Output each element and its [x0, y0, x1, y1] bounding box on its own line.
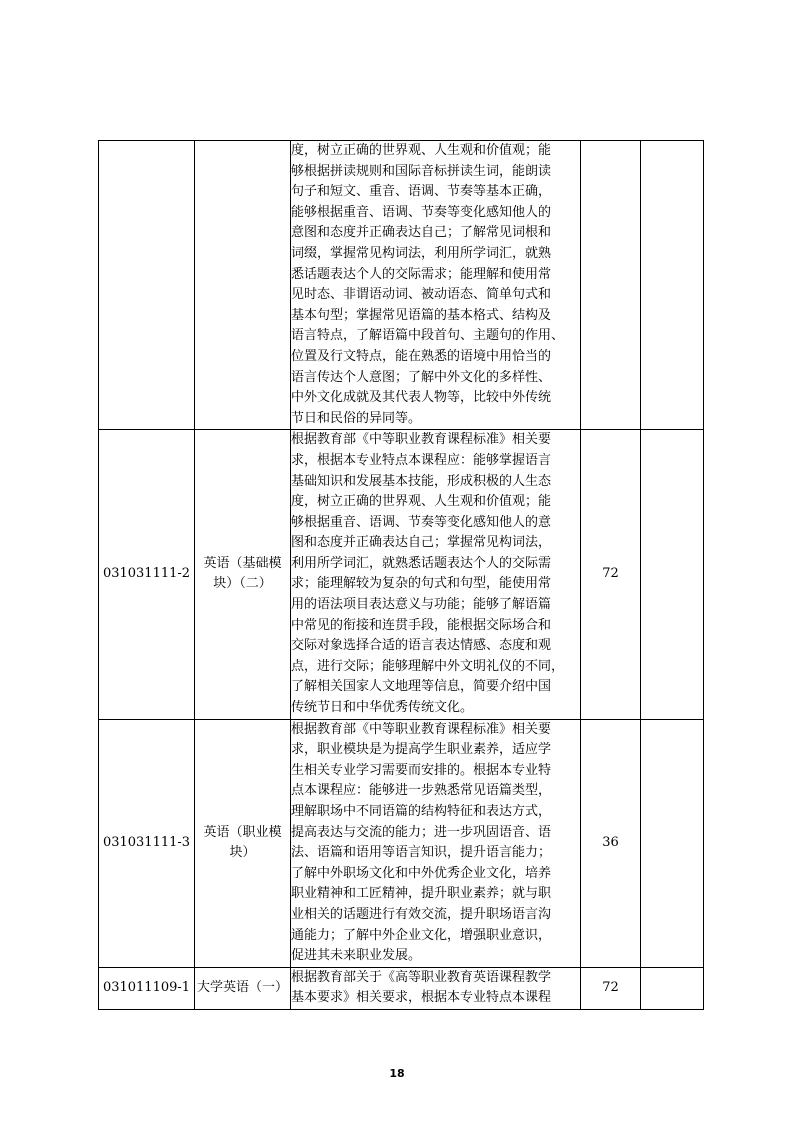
course-description-line: 传统节日和中华优秀传统文化。 — [291, 700, 474, 716]
course-name-cell — [195, 430, 291, 719]
course-hours-cell — [581, 141, 641, 430]
table-row — [99, 967, 704, 1009]
course-name-line: 块） — [229, 845, 256, 861]
course-description-line: 点本课程应：能够进一步熟悉常见语篇类型， — [291, 783, 552, 799]
course-description-line: 职业精神和工匠精神，提升职业素养；就与职 — [291, 886, 552, 902]
course-description-cell — [291, 967, 581, 1009]
table-row — [99, 141, 704, 430]
course-description-line: 求，根据本专业特点本课程应：能够掌握语言 — [291, 452, 552, 468]
course-code-cell — [99, 141, 195, 430]
course-description-line: 中外文化成就及其代表人物等，比较中外传统 — [291, 390, 552, 406]
course-description-line: 求，职业模块是为提高学生职业素养，适应学 — [291, 742, 552, 758]
course-description-line: 悉话题表达个人的交际需求；能理解和使用常 — [291, 266, 552, 282]
course-description-line: 促进其未来职业发展。 — [291, 948, 422, 964]
course-description-line: 生相关专业学习需要而安排的。根据本专业特 — [291, 762, 552, 778]
course-description-line: 中常见的衔接和连贯手段，能根据交际场合和 — [291, 617, 552, 633]
course-description-line: 基础知识和发展基本技能，形成积极的人生态 — [291, 473, 552, 489]
course-name-line: 大学英语（一） — [196, 980, 288, 996]
course-description-line: 语言特点，了解语篇中段首句、主题句的作用、 — [291, 328, 565, 344]
course-code-cell: 031031111-3 — [99, 719, 195, 967]
course-table-body — [99, 141, 704, 1010]
course-description-line: 通能力；了解中外企业文化，增强职业意识， — [291, 927, 552, 943]
course-description-line: 求；能理解较为复杂的句式和句型，能使用常 — [291, 576, 552, 592]
course-hours-cell: 36 — [581, 719, 641, 967]
course-description-line: 度，树立正确的世界观、人生观和价值观；能 — [291, 494, 552, 510]
course-description-line: 够根据拼读规则和国际音标拼读生词，能朗读 — [291, 163, 552, 179]
course-description-line: 语言传达个人意图；了解中外文化的多样性、 — [291, 369, 552, 385]
course-description-cell — [291, 430, 581, 719]
course-hours-cell: 72 — [581, 430, 641, 719]
course-description-line: 用的语法项目表达意义与功能；能够了解语篇 — [291, 597, 552, 613]
course-remark-cell — [641, 967, 704, 1009]
course-name-cell — [195, 719, 291, 967]
course-name-cell — [195, 967, 291, 1009]
course-name-line: 英语（基础模 — [203, 555, 282, 571]
course-name-line: 块）（二） — [213, 576, 272, 592]
course-description-line: 根据教育部《中等职业教育课程标准》相关要 — [291, 432, 552, 448]
course-code-cell: 031011109-1 — [99, 967, 195, 1009]
course-description-line: 词缀，掌握常见构词法，利用所学词汇，就熟 — [291, 245, 552, 261]
course-description-line: 图和态度并正确表达自己；掌握常见构词法， — [291, 535, 552, 551]
course-description-line: 基本句型；掌握常见语篇的基本格式、结构及 — [291, 307, 552, 323]
table-row — [99, 430, 704, 719]
course-description-line: 利用所学词汇，就熟悉话题表达个人的交际需 — [291, 555, 552, 571]
course-description-line: 提高表达与交流的能力；进一步巩固语音、语 — [291, 824, 552, 840]
course-table — [98, 140, 704, 1010]
course-description-line: 意图和态度并正确表达自己；了解常见词根和 — [291, 225, 552, 241]
course-description-line: 能够根据重音、语调、节奏等变化感知他人的 — [291, 204, 552, 220]
course-description-line: 根据教育部关于《高等职业教育英语课程教学 — [291, 969, 552, 985]
course-description-line: 了解中外职场文化和中外优秀企业文化，培养 — [291, 865, 552, 881]
course-description-line: 业相关的话题进行有效交流，提升职场语言沟 — [291, 906, 552, 922]
course-description-line: 够根据重音、语调、节奏等变化感知他人的意 — [291, 514, 552, 530]
course-name-cell — [195, 141, 291, 430]
course-description-line: 度，树立正确的世界观、人生观和价值观；能 — [291, 143, 552, 158]
course-hours-cell: 72 — [581, 967, 641, 1009]
course-description-line: 基本要求》相关要求，根据本专业特点本课程 — [291, 990, 552, 1006]
course-description-line: 见时态、非谓语动词、被动语态、简单句式和 — [291, 287, 552, 303]
course-description-line: 点，进行交际；能够理解中外文明礼仪的不同， — [291, 658, 565, 674]
course-name-line: 英语（职业模 — [203, 824, 282, 840]
course-code-cell: 031031111-2 — [99, 430, 195, 719]
course-description-line: 了解相关国家人文地理等信息，简要介绍中国 — [291, 679, 552, 695]
course-remark-cell — [641, 141, 704, 430]
course-description-line: 交际对象选择合适的语言表达情感、态度和观 — [291, 638, 552, 654]
course-description-cell — [291, 141, 581, 430]
course-description-cell — [291, 719, 581, 967]
course-description-line: 根据教育部《中等职业教育课程标准》相关要 — [291, 721, 552, 737]
course-description-line: 节日和民俗的异同等。 — [291, 410, 422, 426]
course-description-line: 理解职场中不同语篇的结构特征和表达方式， — [291, 804, 552, 819]
course-remark-cell — [641, 719, 704, 967]
table-row — [99, 719, 704, 967]
page-number: 18 — [389, 1067, 405, 1080]
course-description-line: 法、语篇和语用等语言知识，提升语言能力； — [291, 845, 552, 861]
course-description-line: 句子和短文、重音、语调、节奏等基本正确， — [291, 184, 552, 200]
course-remark-cell — [641, 430, 704, 719]
course-description-line: 位置及行文特点，能在熟悉的语境中用恰当的 — [291, 348, 552, 364]
